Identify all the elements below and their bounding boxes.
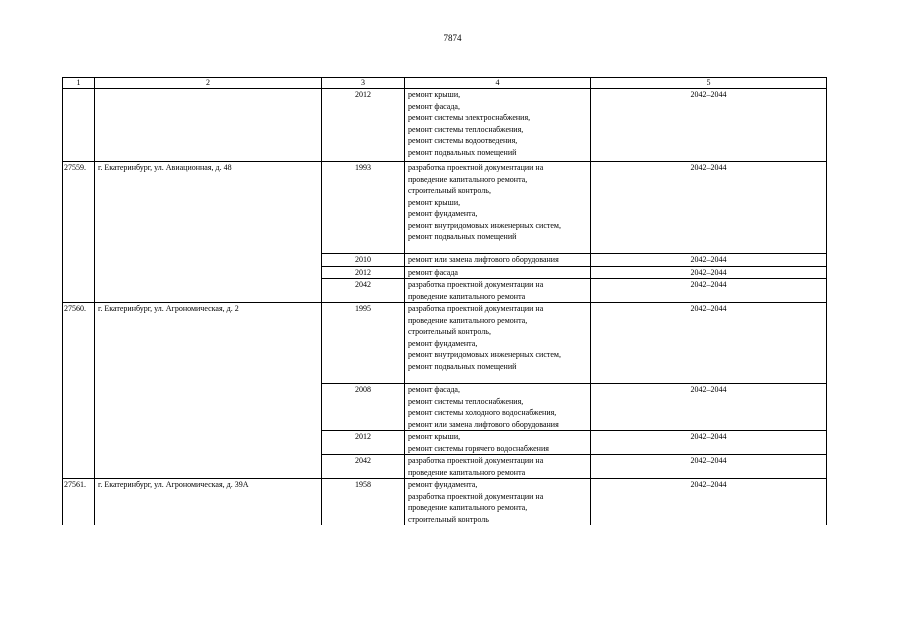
object-number: 27560. [63,303,95,384]
work-item: ремонт системы электроснабжения, [408,113,531,122]
planned-period: 2042–2044 [591,455,827,479]
work-item: проведение капитального ремонта [408,467,526,477]
work-item: ремонт фасада, [408,385,460,394]
work-item: ремонт фасада [408,267,458,277]
page-number: 7874 [443,33,462,43]
work-item: ремонт внутридомовых инженерных систем, [408,220,561,230]
commission-year: 2012 [322,431,405,455]
object-number [63,279,95,303]
work-item: ремонт фасада, [408,101,460,111]
object-address: г. Екатеринбург, ул. Агрономическая, д. 39А [95,479,322,526]
table-row [63,479,827,526]
work-item: ремонт внутридомовых инженерных систем, [408,350,561,359]
column-number: 5 [591,78,827,89]
registry-table [62,77,827,525]
object-address [95,431,322,455]
commission-year: 1993 [322,162,405,254]
commission-year: 2012 [322,266,405,279]
work-item: проведение капитального ремонта, [408,174,528,184]
planned-period: 2042–2044 [591,89,827,162]
commission-year: 2042 [322,455,405,479]
planned-period: 2042–2044 [591,479,827,526]
table-row [63,254,827,267]
work-item: ремонт системы теплоснабжения, [408,124,524,134]
works-list [405,303,591,384]
object-number: 27561. [63,479,95,526]
registry-table-body [63,78,827,526]
work-item: ремонт подвальных помещений [408,361,517,371]
table-row [63,431,827,455]
work-item: ремонт системы холодного водоснабжения, [408,408,557,417]
commission-year: 2010 [322,254,405,267]
work-item: разработка проектной документации на [408,280,544,289]
commission-year: 1958 [322,479,405,526]
planned-period: 2042–2044 [591,303,827,384]
table-row [63,455,827,479]
planned-period: 2042–2044 [591,384,827,431]
table-row [63,279,827,303]
work-item: ремонт фундамента, [408,338,478,348]
table-row [63,384,827,431]
work-item: проведение капитального ремонта, [408,503,528,512]
table-row [63,266,827,279]
works-list [405,455,591,479]
planned-period: 2042–2044 [591,431,827,455]
work-item: разработка проектной документации на [408,491,544,501]
works-list [405,279,591,303]
commission-year: 1995 [322,303,405,384]
work-item: строительный контроль, [408,327,491,336]
works-list [405,479,591,526]
commission-year: 2008 [322,384,405,431]
object-address [95,279,322,303]
work-item: ремонт подвальных помещений [408,147,517,157]
work-item: разработка проектной документации на [408,163,544,172]
commission-year: 2012 [322,89,405,162]
object-address: г. Екатеринбург, ул. Авиационная, д. 48 [95,162,322,254]
planned-period: 2042–2044 [591,254,827,267]
work-item: проведение капитального ремонта [408,291,526,301]
works-list [405,431,591,455]
object-number [63,431,95,455]
work-item: ремонт крыши, [408,432,461,441]
column-numbers-row [63,78,827,89]
object-address [95,384,322,431]
works-list [405,254,591,267]
column-number: 2 [95,78,322,89]
column-number: 4 [405,78,591,89]
object-address [95,89,322,162]
work-item: ремонт или замена лифтового оборудования [408,255,559,264]
planned-period: 2042–2044 [591,266,827,279]
object-number [63,266,95,279]
planned-period: 2042–2044 [591,279,827,303]
work-item: ремонт фундамента, [408,209,478,218]
object-address [95,254,322,267]
work-item: строительный контроль [408,514,489,524]
object-number [63,254,95,267]
work-item: проведение капитального ремонта, [408,315,528,325]
object-number: 27559. [63,162,95,254]
object-number [63,455,95,479]
object-number [63,89,95,162]
object-address [95,455,322,479]
work-item: ремонт фундамента, [408,480,478,489]
work-item: ремонт системы горячего водоснабжения [408,443,549,453]
object-address [95,266,322,279]
object-address: г. Екатеринбург, ул. Агрономическая, д. 2 [95,303,322,384]
commission-year: 2042 [322,279,405,303]
work-item: ремонт системы теплоснабжения, [408,396,524,406]
works-list [405,266,591,279]
table-row [63,303,827,384]
work-item: ремонт крыши, [408,90,461,99]
table-row [63,162,827,254]
table-row [63,89,827,162]
works-list [405,384,591,431]
work-item: разработка проектной документации на [408,304,544,313]
planned-period: 2042–2044 [591,162,827,254]
work-item: ремонт или замена лифтового оборудования [408,419,559,429]
work-item: ремонт системы водоотведения, [408,136,518,145]
works-list [405,162,591,254]
column-number: 1 [63,78,95,89]
work-item: строительный контроль, [408,186,491,195]
column-number: 3 [322,78,405,89]
object-number [63,384,95,431]
work-item: ремонт крыши, [408,197,461,207]
work-item: ремонт подвальных помещений [408,232,517,241]
works-list [405,89,591,162]
work-item: разработка проектной документации на [408,456,544,465]
